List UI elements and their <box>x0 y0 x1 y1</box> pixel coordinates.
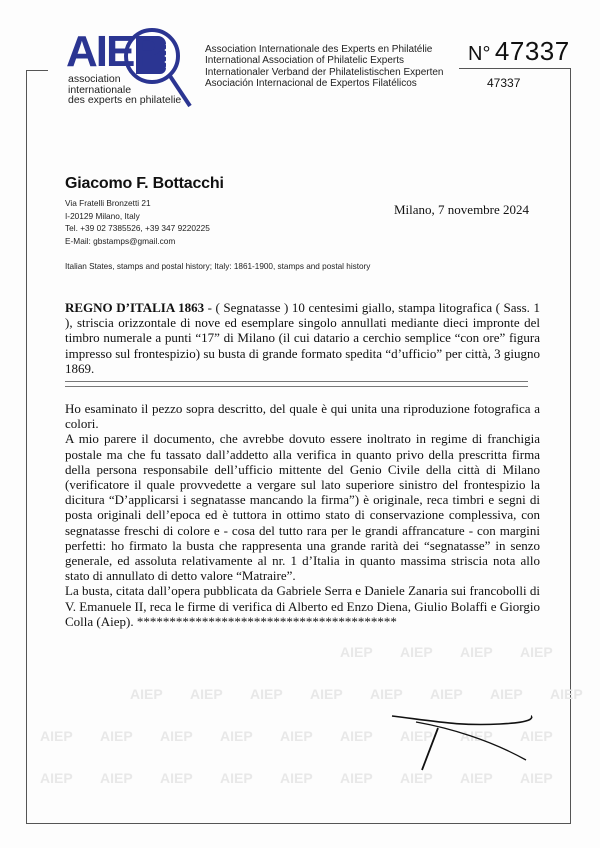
watermark-logo: AIEP <box>430 686 463 702</box>
expert-name: Giacomo F. Bottacchi <box>65 175 224 192</box>
watermark-logo: AIEP <box>550 686 583 702</box>
frame-border-bottom <box>26 823 571 824</box>
watermark-logo: AIEP <box>520 728 553 744</box>
watermark-logo: AIEP <box>490 686 523 702</box>
expert-address-line2: I-20129 Milano, Italy <box>65 210 140 221</box>
item-title: REGNO D’ITALIA 1863 <box>65 300 205 315</box>
handwritten-signature <box>380 700 540 790</box>
expert-email: E-Mail: gbstamps@gmail.com <box>65 235 176 246</box>
item-description-text: - ( Segnatasse ) 10 centesimi giallo, stampa litografica ( Sass. 1 ), striscia orizzontale di nove ed esemplare singolo annullati mediante dieci impronte del timbro numerale a punti “17” di Milano (il cui datario a cerchio semplice “con ore” figura impresso sul frontespizio) su busta di grande formato spedita “d’ufficio” per città, 3 giugno 1869. <box>65 300 540 376</box>
frame-border-right <box>570 68 571 824</box>
frame-border-top-left <box>26 70 48 71</box>
expert-contact <box>65 197 210 247</box>
watermark-logo: AIEP <box>460 770 493 786</box>
certificate-number-small: 47337 <box>487 76 521 90</box>
watermark-logo: AIEP <box>340 644 373 660</box>
item-description <box>65 300 540 376</box>
watermark-logo: AIEP <box>340 770 373 786</box>
frame-border-top-right <box>459 68 571 69</box>
watermark-logo: AIEP <box>100 770 133 786</box>
association-name-fr: Association Internationale des Experts en Philatélie <box>205 44 433 55</box>
logo-subtitle-line: des experts en philatelie <box>68 94 182 106</box>
logo-subtitle-line: association <box>68 73 121 85</box>
frame-border-left <box>26 70 27 824</box>
watermark-logo: AIEP <box>460 644 493 660</box>
watermark-logo: AIEP <box>520 770 553 786</box>
association-name-de: Internationaler Verband der Philatelistischen Experten <box>205 66 444 78</box>
watermark-logo: AIEP <box>460 728 493 744</box>
watermark-logo: AIEP <box>40 770 73 786</box>
watermark-logo: AIEP <box>250 686 283 702</box>
certificate-date: Milano, 7 novembre 2024 <box>394 202 530 217</box>
association-name-es: Asociación Internacional de Expertos Filatélicos <box>205 77 417 89</box>
watermark-logo: AIEP <box>310 686 343 702</box>
expert-specialty: Italian States, stamps and postal history; Italy: 1861-1900, stamps and postal history <box>65 262 371 271</box>
watermark-logo: AIEP <box>160 770 193 786</box>
watermark-logo: AIEP <box>400 770 433 786</box>
association-names <box>205 44 443 89</box>
watermark-logo: AIEP <box>280 728 313 744</box>
watermark-logo: AIEP <box>220 728 253 744</box>
double-separator <box>65 381 528 387</box>
certificate-number-value: 47337 <box>494 36 570 66</box>
expert-opinion <box>65 401 540 629</box>
certificate-prefix: N° <box>468 43 491 65</box>
watermark-logo: AIEP <box>220 770 253 786</box>
watermark-logo: AIEP <box>370 686 403 702</box>
watermark-logo: AIEP <box>520 644 553 660</box>
watermark-logo: AIEP <box>40 728 73 744</box>
watermark-logo: AIEP <box>100 728 133 744</box>
watermark-logo: AIEP <box>280 770 313 786</box>
opinion-paragraph: Ho esaminato il pezzo sopra descritto, del quale è qui unita una riproduzione fotografica a colori. <box>65 401 540 432</box>
expert-address-line1: Via Fratelli Bronzetti 21 <box>65 198 151 208</box>
certificate-number <box>468 36 570 67</box>
watermark-logo: AIEP <box>400 728 433 744</box>
opinion-paragraph: A mio parere il documento, che avrebbe dovuto essere inoltrato in regime di franchigia postale ma che fu tassato dall’addetto alla verifica in quanto privo della prescritta firma della persona responsabile dell’ufficio mittente del Genio Civile della città di Milano (verificatore il quale provvedette a vergare sul lato superiore sinistro del frontespizio la dicitura “D’applicarsi i segnatasse mancando la firma”) è originale, reca timbri e segni di posta originali dell’epoca ed è tuttora in ottimo stato di conservazione complessiva, con segnatasse freschi di colore e - cosa del tutto rara per le grandi affrancature - con margini perfetti: ho firmato la busta che rappresenta una grande rarità dei “segnatasse” in senzo generale, ed assoluta relativamente al nr. 1 d’Italia in quanto massima striscia nota allo stato di annullato di detto valore “Matraire”. <box>65 431 540 584</box>
aiep-logo <box>66 26 196 116</box>
logo-acronym: AIEP <box>66 27 161 76</box>
association-name-en: International Association of Philatelic Experts <box>205 55 404 67</box>
expert-phone: Tel. +39 02 7385526, +39 347 9220225 <box>65 223 210 234</box>
logo-subtitle-line: internationale <box>68 83 132 96</box>
watermark-logo: AIEP <box>400 644 433 660</box>
watermark-logo: AIEP <box>190 686 223 702</box>
logo-subtitle <box>68 74 181 106</box>
watermark-logo: AIEP <box>130 686 163 702</box>
opinion-paragraph: La busta, citata dall’opera pubblicata da Gabriele Serra e Daniele Zanaria sui francobolli di V. Emanuele II, reca le firme di verifica di Alberto ed Enzo Diena, Giulio Bolaffi e Giorgio Colla (Aiep). **************************************** <box>65 583 540 629</box>
watermark-logo: AIEP <box>160 728 193 744</box>
watermark-logo: AIEP <box>340 728 373 744</box>
